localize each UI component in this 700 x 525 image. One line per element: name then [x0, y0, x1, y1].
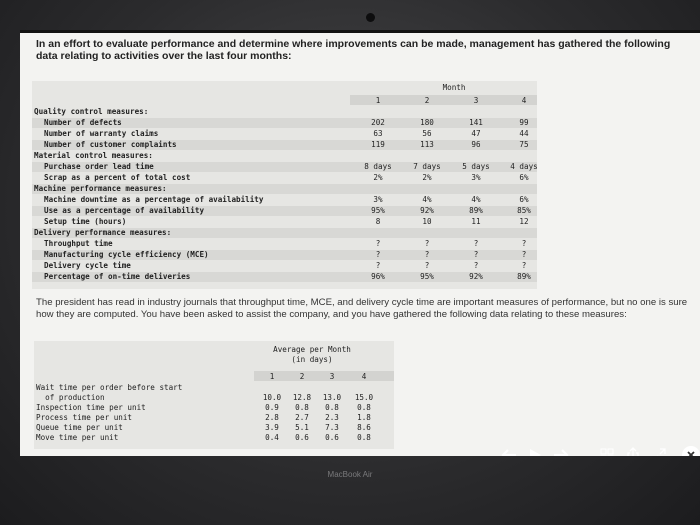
table-cell: 0.8 — [295, 403, 309, 412]
row-label: Move time per unit — [36, 433, 119, 442]
table-row — [32, 206, 537, 216]
table-cell: 0.6 — [325, 433, 339, 442]
table-cell: 92% — [420, 206, 434, 215]
table-cell: ? — [473, 239, 479, 248]
screen — [20, 30, 700, 456]
expand-icon[interactable] — [648, 445, 670, 456]
column-header: 3 — [329, 372, 335, 381]
table-cell: 12.8 — [292, 393, 312, 402]
table-cell: ? — [521, 239, 527, 248]
column-header: 1 — [269, 372, 275, 381]
table-cell: 92% — [469, 272, 483, 281]
column-header: 2 — [424, 96, 430, 105]
table-cell: 0.8 — [357, 403, 371, 412]
table-cell: 11 — [471, 217, 481, 226]
table-cell: 12 — [519, 217, 529, 226]
table-cell: 3% — [373, 195, 383, 204]
row-label: Use as a percentage of availability — [44, 206, 205, 215]
table-cell: ? — [473, 250, 479, 259]
table-row — [32, 173, 537, 183]
intro-text: In an effort to evaluate performance and determine where improvements can be made, management has gathered the following data relating to activities over the last four months: — [36, 38, 671, 62]
table-cell: ? — [521, 250, 527, 259]
table-caption: Average per Month — [273, 345, 351, 354]
table-cell: ? — [424, 261, 430, 270]
table-row — [32, 195, 537, 205]
table-row — [32, 118, 537, 128]
table-cell: 6% — [519, 173, 529, 182]
table-cell: 8.6 — [357, 423, 371, 432]
table-cell: 89% — [517, 272, 531, 281]
table-row — [32, 129, 537, 139]
table-cell: 113 — [420, 140, 434, 149]
table-cell: 3% — [471, 173, 481, 182]
table-cell: 0.4 — [265, 433, 279, 442]
table-cell: ? — [424, 239, 430, 248]
president-paragraph: The president has read in industry journals that throughput time, MCE, and delivery cycle time are important measures of performance, but no one is sure how they are computed. You have been asked to assist the company, and you have gathered the following data relating to these measures: — [36, 297, 688, 320]
row-label: Queue time per unit — [36, 423, 123, 432]
device-brand: MacBook Air — [327, 470, 373, 479]
table-cell: ? — [424, 250, 430, 259]
table-cell: 119 — [371, 140, 385, 149]
performance-table — [32, 81, 537, 289]
row-label: Process time per unit — [36, 413, 133, 422]
column-header: 1 — [375, 96, 381, 105]
row-label: Manufacturing cycle efficiency (MCE) — [44, 250, 209, 259]
forward-arrow-icon[interactable] — [550, 445, 572, 456]
row-label: of production — [36, 393, 105, 402]
table-cell: 5 days — [462, 162, 490, 171]
table-row — [32, 140, 537, 150]
camera — [366, 13, 375, 22]
table-cell: 1.8 — [357, 413, 371, 422]
table-caption-units: (in days) — [291, 355, 333, 364]
table-cell: 56 — [422, 129, 432, 138]
table-cell: 10 — [422, 217, 432, 226]
row-label: Percentage of on-time deliveries — [44, 272, 191, 281]
table-cell: 4% — [422, 195, 432, 204]
row-label: Number of warranty claims — [44, 129, 159, 138]
row-label: Scrap as a percent of total cost — [44, 173, 191, 182]
table-cell: 75 — [519, 140, 529, 149]
table-cell: 44 — [519, 129, 529, 138]
table-cell: ? — [473, 261, 479, 270]
table-cell: 8 days — [364, 162, 392, 171]
table-cell: 8 — [375, 217, 381, 226]
column-header: 4 — [521, 96, 527, 105]
share-icon[interactable] — [622, 445, 644, 456]
table-row — [32, 272, 537, 282]
section-heading-row — [32, 151, 537, 161]
table-cell: 0.8 — [325, 403, 339, 412]
table-cell: 99 — [519, 118, 529, 127]
row-label: Quality control measures: — [34, 107, 149, 116]
table-cell: 10.0 — [262, 393, 282, 402]
section-heading-row — [32, 184, 537, 194]
table-cell: 4% — [471, 195, 481, 204]
table-cell: 95% — [420, 272, 434, 281]
section-heading-row — [32, 107, 537, 117]
table-row — [32, 250, 537, 260]
table-cell: 5.1 — [295, 423, 309, 432]
table-cell: 4 days — [510, 162, 538, 171]
back-arrow-icon[interactable] — [498, 445, 520, 456]
table-cell: ? — [375, 250, 381, 259]
table-cell: 0.8 — [357, 433, 371, 442]
table-cell: ? — [375, 261, 381, 270]
table-cell: 0.9 — [265, 403, 279, 412]
close-icon[interactable] — [682, 446, 700, 456]
column-header: 4 — [361, 372, 367, 381]
table-row — [32, 261, 537, 271]
play-icon[interactable] — [524, 445, 546, 456]
table-cell: 2.3 — [325, 413, 339, 422]
grid-icon[interactable] — [596, 445, 618, 456]
average-time-table — [34, 341, 394, 449]
row-label: Number of defects — [44, 118, 122, 127]
table-cell: 96% — [371, 272, 385, 281]
table-cell: 2.7 — [295, 413, 309, 422]
table-cell: 2% — [422, 173, 432, 182]
column-header: 3 — [473, 96, 479, 105]
table-cell: ? — [375, 239, 381, 248]
table-cell: ? — [521, 261, 527, 270]
table-cell: 63 — [373, 129, 383, 138]
table-row — [32, 162, 537, 172]
table-cell: 180 — [420, 118, 434, 127]
row-label: Throughput time — [44, 239, 113, 248]
slide-controls — [498, 441, 700, 456]
table-cell: 202 — [371, 118, 385, 127]
table-cell: 6% — [519, 195, 529, 204]
section-heading-row — [32, 228, 537, 238]
table-row — [32, 239, 537, 249]
row-label: Inspection time per unit — [36, 403, 146, 412]
table-cell: 7.3 — [325, 423, 339, 432]
table-cell: 141 — [469, 118, 483, 127]
table-cell: 89% — [469, 206, 483, 215]
row-label: Purchase order lead time — [44, 162, 154, 171]
table-cell: 85% — [517, 206, 531, 215]
column-header: 2 — [299, 372, 305, 381]
table-cell: 0.6 — [295, 433, 309, 442]
row-label: Material control measures: — [34, 151, 153, 160]
row-label: Delivery cycle time — [44, 261, 131, 270]
table-cell: 15.0 — [354, 393, 374, 402]
table-cell: 13.0 — [322, 393, 342, 402]
table-cell: 96 — [471, 140, 481, 149]
row-label: Number of customer complaints — [44, 140, 177, 149]
month-header: Month — [442, 83, 466, 92]
row-label: Machine performance measures: — [34, 184, 167, 193]
table-cell: 7 days — [413, 162, 441, 171]
table-cell: 47 — [471, 129, 481, 138]
table-row — [32, 217, 537, 227]
table-cell: 2% — [373, 173, 383, 182]
table-cell: 95% — [371, 206, 385, 215]
row-label: Machine downtime as a percentage of availability — [44, 195, 264, 204]
row-label: Setup time (hours) — [44, 217, 127, 226]
table-cell: 2.8 — [265, 413, 279, 422]
table-cell: 3.9 — [265, 423, 279, 432]
row-label: Wait time per order before start — [36, 383, 183, 392]
row-label: Delivery performance measures: — [34, 228, 172, 237]
